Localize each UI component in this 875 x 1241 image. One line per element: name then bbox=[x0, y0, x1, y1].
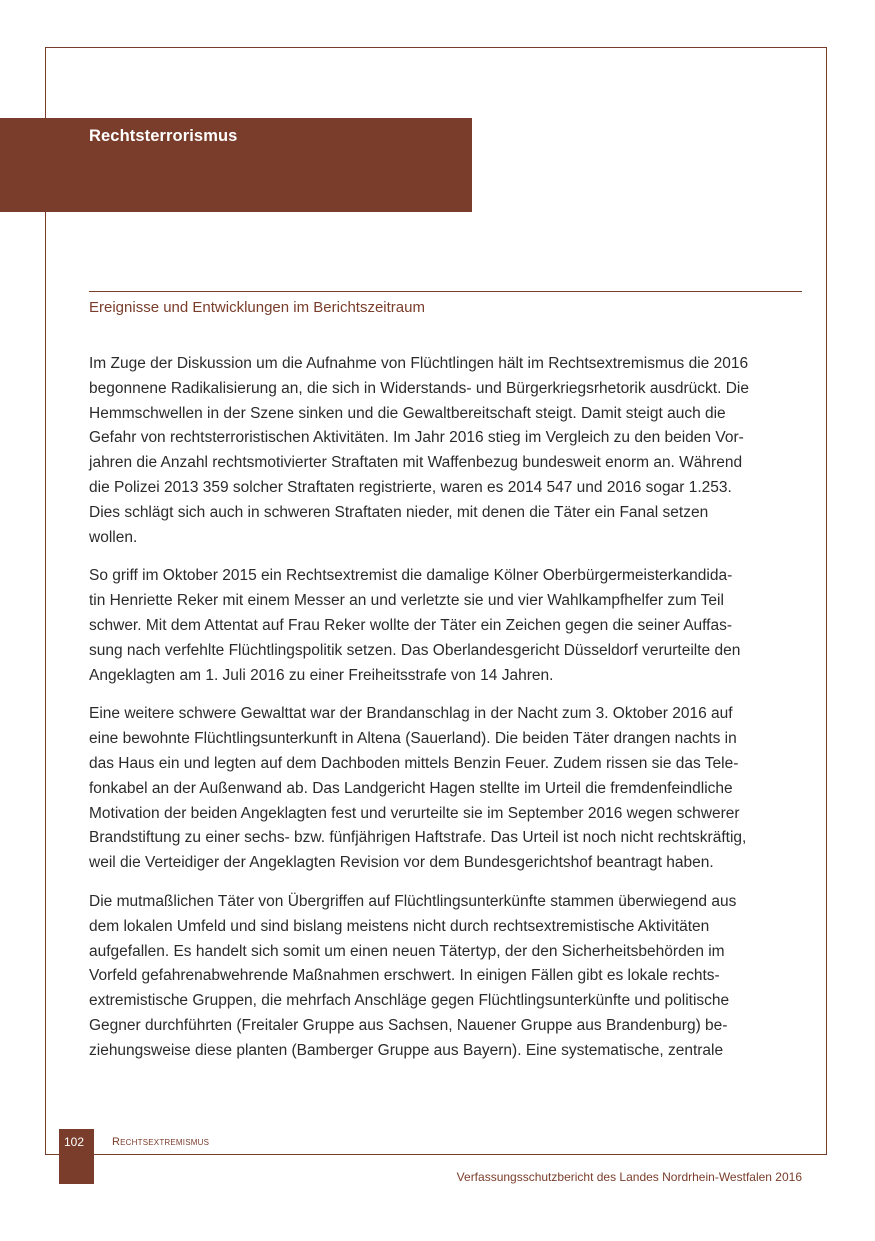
text-line: dem lokalen Umfeld und sind bislang meistens nicht durch rechtsextremistische Aktivitäten bbox=[89, 917, 710, 935]
text-line: sung nach verfehlte Flüchtlingspolitik setzen. Das Oberlandesgericht Düsseldorf verurteilte den bbox=[89, 641, 741, 659]
text-line: Dies schlägt sich auch in schweren Straftaten nieder, mit denen die Täter ein Fanal setzen bbox=[89, 503, 709, 521]
paragraph-2 bbox=[89, 564, 801, 688]
text-line: Angeklagten am 1. Juli 2016 zu einer Freiheitsstrafe von 14 Jahren. bbox=[89, 666, 554, 684]
section-divider bbox=[89, 291, 802, 292]
text-line: Vorfeld gefahrenabwehrende Maßnahmen erschwert. In einigen Fällen gibt es lokale rechts- bbox=[89, 967, 720, 985]
paragraph-3 bbox=[89, 702, 801, 876]
text-line: fonkabel an der Außenwand ab. Das Landgericht Hagen stellte im Urteil die fremdenfeindliche bbox=[89, 779, 733, 797]
text-line: Gegner durchführten (Freitaler Gruppe aus Sachsen, Nauener Gruppe aus Brandenburg) be- bbox=[89, 1016, 728, 1034]
text-line: schwer. Mit dem Attentat auf Frau Reker wollte der Täter ein Zeichen gegen die seiner Auffas- bbox=[89, 616, 733, 634]
text-line: Hemmschwellen in der Szene sinken und die Gewaltbereitschaft steigt. Damit steigt auch die bbox=[89, 404, 726, 422]
text-line: Im Zuge der Diskussion um die Aufnahme von Flüchtlingen hält im Rechtsextremismus die 2016 bbox=[89, 355, 749, 372]
paragraph-1 bbox=[89, 352, 801, 550]
text-line: Motivation der beiden Angeklagten fest und verurteilte sie im September 2016 wegen schwerer bbox=[89, 804, 740, 822]
text-line: aufgefallen. Es handelt sich somit um einen neuen Tätertyp, der den Sicherheitsbehörden im bbox=[89, 942, 725, 960]
text-line: jahren die Anzahl rechtsmotivierter Straftaten mit Waffenbezug bundesweit enorm an. Während bbox=[89, 454, 743, 472]
text-line: So griff im Oktober 2015 ein Rechtsextremist die damalige Kölner Oberbürgermeisterkandida- bbox=[89, 567, 733, 585]
page-number: 102 bbox=[64, 1135, 85, 1149]
running-head: Rechtsextremismus bbox=[112, 1136, 210, 1148]
text-line: die Polizei 2013 359 solcher Straftaten registrierte, waren es 2014 547 und 2016 sogar 1.253. bbox=[89, 478, 732, 496]
text-line: Eine weitere schwere Gewalttat war der Brandanschlag in der Nacht zum 3. Oktober 2016 auf bbox=[89, 705, 733, 723]
text-line: das Haus ein und legten auf dem Dachboden mittels Benzin Feuer. Zudem rissen sie das Tele- bbox=[89, 754, 739, 772]
paragraph-4 bbox=[89, 890, 801, 1064]
section-heading: Ereignisse und Entwicklungen im Berichtszeitraum bbox=[89, 299, 425, 316]
text-line: ziehungsweise diese planten (Bamberger Gruppe aus Bayern). Eine systematische, zentrale bbox=[89, 1041, 724, 1059]
text-line: Brandstiftung zu einer sechs- bzw. fünfjährigen Haftstrafe. Das Urteil ist noch nicht rechtskräftig, bbox=[89, 829, 747, 847]
text-line: extremistische Gruppen, die mehrfach Anschläge gegen Flüchtlingsunterkünfte und politische bbox=[89, 992, 730, 1010]
text-line: Die mutmaßlichen Täter von Übergriffen auf Flüchtlingsunterkünfte stammen überwiegend aus bbox=[89, 892, 737, 910]
chapter-title: Rechtsterrorismus bbox=[89, 127, 238, 145]
publication-title: Verfassungsschutzbericht des Landes Nordrhein-Westfalen 2016 bbox=[456, 1170, 802, 1184]
text-line: begonnene Radikalisierung an, die sich in Widerstands- und Bürgerkriegsrhetorik ausdrückt. Die bbox=[89, 379, 749, 397]
text-line: tin Henriette Reker mit einem Messer an und verletzte sie und vier Wahlkampfhelfer zum Teil bbox=[89, 592, 724, 610]
text-line: wollen. bbox=[89, 528, 138, 546]
text-line: weil die Verteidiger der Angeklagten Revision vor dem Bundesgerichtshof beantragt haben. bbox=[89, 854, 714, 872]
text-line: Gefahr von rechtsterroristischen Aktivitäten. Im Jahr 2016 stieg im Vergleich zu den beiden Vor- bbox=[89, 429, 744, 447]
text-line: eine bewohnte Flüchtlingsunterkunft in Altena (Sauerland). Die beiden Täter drangen nachts in bbox=[89, 730, 737, 748]
body-text bbox=[89, 352, 801, 1078]
